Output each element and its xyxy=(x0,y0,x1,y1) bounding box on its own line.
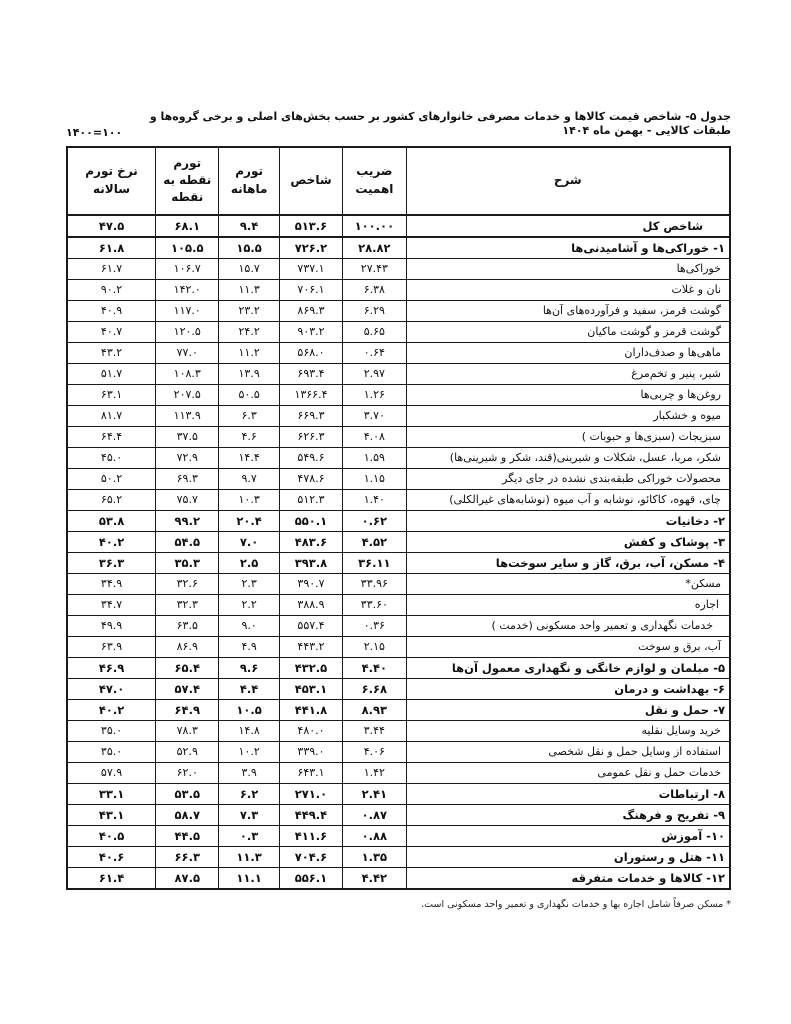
table-row xyxy=(67,300,730,321)
index-cell: ۵۵۶.۱ xyxy=(279,867,342,889)
description-cell: خرید وسایل نقلیه xyxy=(406,720,730,741)
weight-cell: ۳.۴۴ xyxy=(343,720,406,741)
annual-inflation-cell: ۵۳.۸ xyxy=(67,510,156,531)
index-cell: ۶۹۳.۴ xyxy=(279,363,342,384)
monthly-inflation-cell: ۱۱.۳ xyxy=(219,279,279,300)
annual-inflation-cell: ۴۶.۹ xyxy=(67,657,156,678)
index-cell: ۴۴۳.۲ xyxy=(279,636,342,657)
monthly-inflation-cell: ۲.۵ xyxy=(219,552,279,573)
weight-cell: ۳۳.۶۰ xyxy=(343,594,406,615)
table-row xyxy=(67,615,730,636)
table-row xyxy=(67,384,730,405)
annual-inflation-cell: ۶۱.۸ xyxy=(67,237,156,259)
annual-inflation-cell: ۴۰.۶ xyxy=(67,846,156,867)
annual-inflation-cell: ۴۵.۰ xyxy=(67,447,156,468)
index-cell: ۵۵۰.۱ xyxy=(279,510,342,531)
weight-cell: ۶.۳۸ xyxy=(343,279,406,300)
annual-inflation-cell: ۴۰.۷ xyxy=(67,321,156,342)
index-cell: ۳۳۹.۰ xyxy=(279,741,342,762)
table-row xyxy=(67,678,730,699)
description-cell: ۱۲- کالاها و خدمات متفرقه xyxy=(406,867,730,889)
document-content xyxy=(66,110,731,910)
index-cell: ۳۹۰.۷ xyxy=(279,573,342,594)
monthly-inflation-cell: ۴.۴ xyxy=(219,678,279,699)
index-cell: ۶۲۶.۳ xyxy=(279,426,342,447)
table-row xyxy=(67,426,730,447)
table-body xyxy=(67,215,730,889)
header-monthly-inflation: تورم ماهانه xyxy=(219,147,279,215)
monthly-inflation-cell: ۹.۴ xyxy=(219,215,279,237)
index-cell: ۴۵۳.۱ xyxy=(279,678,342,699)
monthly-inflation-cell: ۱۴.۸ xyxy=(219,720,279,741)
point-to-point-inflation-cell: ۷۸.۳ xyxy=(156,720,219,741)
annual-inflation-cell: ۴۰.۵ xyxy=(67,825,156,846)
annual-inflation-cell: ۳۵.۰ xyxy=(67,741,156,762)
weight-cell: ۲۸.۸۲ xyxy=(343,237,406,259)
weight-cell: ۱۰۰.۰۰ xyxy=(343,215,406,237)
annual-inflation-cell: ۶۱.۴ xyxy=(67,867,156,889)
annual-inflation-cell: ۶۴.۴ xyxy=(67,426,156,447)
annual-inflation-cell: ۳۳.۱ xyxy=(67,783,156,804)
point-to-point-inflation-cell: ۱۱۳.۹ xyxy=(156,405,219,426)
annual-inflation-cell: ۴۷.۰ xyxy=(67,678,156,699)
point-to-point-inflation-cell: ۲۰۷.۵ xyxy=(156,384,219,405)
index-cell: ۵۱۳.۶ xyxy=(279,215,342,237)
description-cell: ماهی‌ها و صدف‌داران xyxy=(406,342,730,363)
point-to-point-inflation-cell: ۵۳.۵ xyxy=(156,783,219,804)
point-to-point-inflation-cell: ۵۲.۹ xyxy=(156,741,219,762)
index-cell: ۷۰۶.۱ xyxy=(279,279,342,300)
table-row xyxy=(67,279,730,300)
index-cell: ۴۴۱.۸ xyxy=(279,699,342,720)
monthly-inflation-cell: ۴.۹ xyxy=(219,636,279,657)
annual-inflation-cell: ۴۷.۵ xyxy=(67,215,156,237)
point-to-point-inflation-cell: ۱۰۸.۳ xyxy=(156,363,219,384)
weight-cell: ۶.۲۹ xyxy=(343,300,406,321)
table-row xyxy=(67,258,730,279)
point-to-point-inflation-cell: ۸۷.۵ xyxy=(156,867,219,889)
annual-inflation-cell: ۴۳.۲ xyxy=(67,342,156,363)
index-cell: ۶۴۳.۱ xyxy=(279,762,342,783)
monthly-inflation-cell: ۲۳.۲ xyxy=(219,300,279,321)
weight-cell: ۲.۴۱ xyxy=(343,783,406,804)
table-row xyxy=(67,699,730,720)
description-cell: ۴- مسکن، آب، برق، گاز و سایر سوخت‌ها xyxy=(406,552,730,573)
monthly-inflation-cell: ۴.۶ xyxy=(219,426,279,447)
annual-inflation-cell: ۶۱.۷ xyxy=(67,258,156,279)
table-row xyxy=(67,447,730,468)
description-cell: خدمات نگهداری و تعمیر واحد مسکونی (خدمت ) xyxy=(406,615,730,636)
annual-inflation-cell: ۵۷.۹ xyxy=(67,762,156,783)
monthly-inflation-cell: ۰.۳ xyxy=(219,825,279,846)
annual-inflation-cell: ۶۳.۱ xyxy=(67,384,156,405)
annual-inflation-cell: ۵۰.۲ xyxy=(67,468,156,489)
index-cell: ۴۳۲.۵ xyxy=(279,657,342,678)
point-to-point-inflation-cell: ۷۲.۹ xyxy=(156,447,219,468)
index-cell: ۴۸۳.۶ xyxy=(279,531,342,552)
monthly-inflation-cell: ۲.۳ xyxy=(219,573,279,594)
point-to-point-inflation-cell: ۷۷.۰ xyxy=(156,342,219,363)
table-header xyxy=(67,147,730,215)
monthly-inflation-cell: ۱۰.۲ xyxy=(219,741,279,762)
header-point-to-point-inflation: تورم نقطه به نقطه xyxy=(156,147,219,215)
weight-cell: ۰.۳۶ xyxy=(343,615,406,636)
point-to-point-inflation-cell: ۵۴.۵ xyxy=(156,531,219,552)
table-row xyxy=(67,720,730,741)
description-cell: نان و غلات xyxy=(406,279,730,300)
index-cell: ۲۷۱.۰ xyxy=(279,783,342,804)
header-weight: ضریب اهمیت xyxy=(343,147,406,215)
monthly-inflation-cell: ۱۳.۹ xyxy=(219,363,279,384)
index-cell: ۴۱۱.۶ xyxy=(279,825,342,846)
annual-inflation-cell: ۳۴.۷ xyxy=(67,594,156,615)
description-cell: ۵- مبلمان و لوازم خانگی و نگهداری معمول آن‌ها xyxy=(406,657,730,678)
description-cell: سبزیجات (سبزی‌ها و حبوبات ) xyxy=(406,426,730,447)
table-row xyxy=(67,468,730,489)
weight-cell: ۱.۴۰ xyxy=(343,489,406,510)
index-cell: ۸۶۹.۳ xyxy=(279,300,342,321)
table-row xyxy=(67,215,730,237)
weight-cell: ۵.۶۵ xyxy=(343,321,406,342)
monthly-inflation-cell: ۹.۰ xyxy=(219,615,279,636)
point-to-point-inflation-cell: ۵۷.۴ xyxy=(156,678,219,699)
index-cell: ۵۴۹.۶ xyxy=(279,447,342,468)
index-cell: ۹۰۳.۲ xyxy=(279,321,342,342)
index-cell: ۵۱۲.۳ xyxy=(279,489,342,510)
index-cell: ۴۸۰.۰ xyxy=(279,720,342,741)
monthly-inflation-cell: ۷.۰ xyxy=(219,531,279,552)
table-row xyxy=(67,405,730,426)
point-to-point-inflation-cell: ۳۵.۳ xyxy=(156,552,219,573)
table-row xyxy=(67,825,730,846)
table-row xyxy=(67,846,730,867)
annual-inflation-cell: ۴۰.۲ xyxy=(67,699,156,720)
weight-cell: ۰.۸۷ xyxy=(343,804,406,825)
annual-inflation-cell: ۶۳.۹ xyxy=(67,636,156,657)
table-row xyxy=(67,573,730,594)
monthly-inflation-cell: ۱۵.۵ xyxy=(219,237,279,259)
description-cell: ۱- خوراکی‌ها و آشامیدنی‌ها xyxy=(406,237,730,259)
point-to-point-inflation-cell: ۳۷.۵ xyxy=(156,426,219,447)
table-row xyxy=(67,783,730,804)
index-cell: ۵۶۸.۰ xyxy=(279,342,342,363)
page-title: جدول ۵- شاخص قیمت کالاها و خدمات مصرفی خانوارهای کشور بر حسب بخش‌های اصلی و برخی گروه‌ها و طبقات کالایی - بهمن ماه ۱۴۰۴ xyxy=(149,110,731,138)
index-cell: ۵۵۷.۴ xyxy=(279,615,342,636)
cpi-table xyxy=(66,146,731,890)
weight-cell: ۱.۴۲ xyxy=(343,762,406,783)
monthly-inflation-cell: ۹.۶ xyxy=(219,657,279,678)
description-cell: مسکن* xyxy=(406,573,730,594)
description-cell: ۹- تفریح و فرهنگ xyxy=(406,804,730,825)
point-to-point-inflation-cell: ۴۴.۵ xyxy=(156,825,219,846)
monthly-inflation-cell: ۳.۹ xyxy=(219,762,279,783)
monthly-inflation-cell: ۱۰.۵ xyxy=(219,699,279,720)
weight-cell: ۲.۹۷ xyxy=(343,363,406,384)
annual-inflation-cell: ۴۰.۹ xyxy=(67,300,156,321)
table-row xyxy=(67,804,730,825)
weight-cell: ۳.۷۰ xyxy=(343,405,406,426)
description-cell: ۸- ارتباطات xyxy=(406,783,730,804)
annual-inflation-cell: ۳۶.۳ xyxy=(67,552,156,573)
point-to-point-inflation-cell: ۹۹.۲ xyxy=(156,510,219,531)
description-cell: خدمات حمل و نقل عمومی xyxy=(406,762,730,783)
index-cell: ۷۰۴.۶ xyxy=(279,846,342,867)
annual-inflation-cell: ۳۴.۹ xyxy=(67,573,156,594)
annual-inflation-cell: ۸۱.۷ xyxy=(67,405,156,426)
weight-cell: ۱.۳۵ xyxy=(343,846,406,867)
description-cell: شاخص کل xyxy=(406,215,730,237)
base-year-note: ۱۴۰۰=۱۰۰ xyxy=(66,125,123,139)
point-to-point-inflation-cell: ۳۲.۳ xyxy=(156,594,219,615)
weight-cell: ۴.۴۲ xyxy=(343,867,406,889)
description-cell: چای، قهوه، کاکائو، نوشابه و آب میوه (نوشابه‌های غیرالکلی) xyxy=(406,489,730,510)
annual-inflation-cell: ۴۰.۲ xyxy=(67,531,156,552)
table-row xyxy=(67,594,730,615)
weight-cell: ۱.۵۹ xyxy=(343,447,406,468)
monthly-inflation-cell: ۱۴.۴ xyxy=(219,447,279,468)
point-to-point-inflation-cell: ۱۴۲.۰ xyxy=(156,279,219,300)
weight-cell: ۳۶.۱۱ xyxy=(343,552,406,573)
description-cell: گوشت قرمز و گوشت ماکیان xyxy=(406,321,730,342)
monthly-inflation-cell: ۱۰.۳ xyxy=(219,489,279,510)
weight-cell: ۸.۹۳ xyxy=(343,699,406,720)
index-cell: ۶۶۹.۳ xyxy=(279,405,342,426)
point-to-point-inflation-cell: ۵۸.۷ xyxy=(156,804,219,825)
table-row xyxy=(67,363,730,384)
monthly-inflation-cell: ۱۱.۲ xyxy=(219,342,279,363)
table-row xyxy=(67,657,730,678)
annual-inflation-cell: ۹۰.۲ xyxy=(67,279,156,300)
monthly-inflation-cell: ۲۴.۲ xyxy=(219,321,279,342)
index-cell: ۳۹۳.۸ xyxy=(279,552,342,573)
point-to-point-inflation-cell: ۱۰۶.۷ xyxy=(156,258,219,279)
table-row xyxy=(67,867,730,889)
monthly-inflation-cell: ۷.۳ xyxy=(219,804,279,825)
weight-cell: ۲۷.۴۳ xyxy=(343,258,406,279)
description-cell: روغن‌ها و چربی‌ها xyxy=(406,384,730,405)
description-cell: ۳- پوشاک و کفش xyxy=(406,531,730,552)
description-cell: ۱۱- هتل و رستوران xyxy=(406,846,730,867)
point-to-point-inflation-cell: ۱۲۰.۵ xyxy=(156,321,219,342)
index-cell: ۳۸۸.۹ xyxy=(279,594,342,615)
monthly-inflation-cell: ۶.۲ xyxy=(219,783,279,804)
description-cell: میوه و خشکبار xyxy=(406,405,730,426)
weight-cell: ۴.۰۸ xyxy=(343,426,406,447)
description-cell: گوشت قرمز، سفید و فرآورده‌های آن‌ها xyxy=(406,300,730,321)
monthly-inflation-cell: ۵۰.۵ xyxy=(219,384,279,405)
monthly-inflation-cell: ۶.۳ xyxy=(219,405,279,426)
table-row xyxy=(67,342,730,363)
table-row xyxy=(67,489,730,510)
annual-inflation-cell: ۳۵.۰ xyxy=(67,720,156,741)
header-description: شرح xyxy=(406,147,730,215)
description-cell: شکر، مربا، عسل، شکلات و شیرینی(قند، شکر و شیرینی‌ها) xyxy=(406,447,730,468)
monthly-inflation-cell: ۹.۷ xyxy=(219,468,279,489)
monthly-inflation-cell: ۱۵.۷ xyxy=(219,258,279,279)
table-row xyxy=(67,762,730,783)
description-cell: خوراکی‌ها xyxy=(406,258,730,279)
table-row xyxy=(67,552,730,573)
weight-cell: ۳۳.۹۶ xyxy=(343,573,406,594)
point-to-point-inflation-cell: ۶۴.۹ xyxy=(156,699,219,720)
weight-cell: ۴.۰۶ xyxy=(343,741,406,762)
description-cell: ۱۰- آموزش xyxy=(406,825,730,846)
annual-inflation-cell: ۶۵.۲ xyxy=(67,489,156,510)
point-to-point-inflation-cell: ۶۸.۱ xyxy=(156,215,219,237)
table-row xyxy=(67,237,730,259)
index-cell: ۷۳۷.۱ xyxy=(279,258,342,279)
point-to-point-inflation-cell: ۱۰۵.۵ xyxy=(156,237,219,259)
index-cell: ۴۴۹.۴ xyxy=(279,804,342,825)
table-row xyxy=(67,510,730,531)
weight-cell: ۶.۶۸ xyxy=(343,678,406,699)
monthly-inflation-cell: ۱۱.۱ xyxy=(219,867,279,889)
weight-cell: ۱.۲۶ xyxy=(343,384,406,405)
point-to-point-inflation-cell: ۱۱۷.۰ xyxy=(156,300,219,321)
weight-cell: ۰.۶۴ xyxy=(343,342,406,363)
monthly-inflation-cell: ۲.۲ xyxy=(219,594,279,615)
index-cell: ۷۲۶.۲ xyxy=(279,237,342,259)
point-to-point-inflation-cell: ۳۲.۶ xyxy=(156,573,219,594)
point-to-point-inflation-cell: ۶۶.۳ xyxy=(156,846,219,867)
description-cell: شیر، پنیر و تخم‌مرغ xyxy=(406,363,730,384)
annual-inflation-cell: ۴۳.۱ xyxy=(67,804,156,825)
monthly-inflation-cell: ۱۱.۳ xyxy=(219,846,279,867)
monthly-inflation-cell: ۲۰.۴ xyxy=(219,510,279,531)
header-row xyxy=(67,147,730,215)
weight-cell: ۲.۱۵ xyxy=(343,636,406,657)
description-cell: ۲- دخانیات xyxy=(406,510,730,531)
description-cell: ۶- بهداشت و درمان xyxy=(406,678,730,699)
weight-cell: ۱.۱۵ xyxy=(343,468,406,489)
point-to-point-inflation-cell: ۷۵.۷ xyxy=(156,489,219,510)
point-to-point-inflation-cell: ۶۲.۰ xyxy=(156,762,219,783)
description-cell: استفاده از وسایل حمل و نقل شخصی xyxy=(406,741,730,762)
weight-cell: ۴.۴۰ xyxy=(343,657,406,678)
index-cell: ۱۳۶۶.۴ xyxy=(279,384,342,405)
point-to-point-inflation-cell: ۶۳.۵ xyxy=(156,615,219,636)
table-row xyxy=(67,636,730,657)
point-to-point-inflation-cell: ۸۶.۹ xyxy=(156,636,219,657)
point-to-point-inflation-cell: ۶۹.۳ xyxy=(156,468,219,489)
header-index: شاخص xyxy=(279,147,342,215)
weight-cell: ۰.۸۸ xyxy=(343,825,406,846)
table-row xyxy=(67,531,730,552)
footnote: * مسکن صرفاً شامل اجاره بها و خدمات نگهداری و تعمیر واحد مسکونی است. xyxy=(421,898,731,910)
weight-cell: ۰.۶۲ xyxy=(343,510,406,531)
table-row xyxy=(67,321,730,342)
description-cell: اجاره xyxy=(406,594,730,615)
description-cell: ۷- حمل و نقل xyxy=(406,699,730,720)
index-cell: ۴۷۸.۶ xyxy=(279,468,342,489)
annual-inflation-cell: ۵۱.۷ xyxy=(67,363,156,384)
table-row xyxy=(67,741,730,762)
title-row xyxy=(66,110,731,139)
header-annual-inflation-rate: نرخ تورم سالانه xyxy=(67,147,156,215)
description-cell: آب، برق و سوخت xyxy=(406,636,730,657)
weight-cell: ۴.۵۲ xyxy=(343,531,406,552)
description-cell: محصولات خوراکی طبقه‌بندی نشده در جای دیگر xyxy=(406,468,730,489)
annual-inflation-cell: ۴۹.۹ xyxy=(67,615,156,636)
point-to-point-inflation-cell: ۶۵.۴ xyxy=(156,657,219,678)
